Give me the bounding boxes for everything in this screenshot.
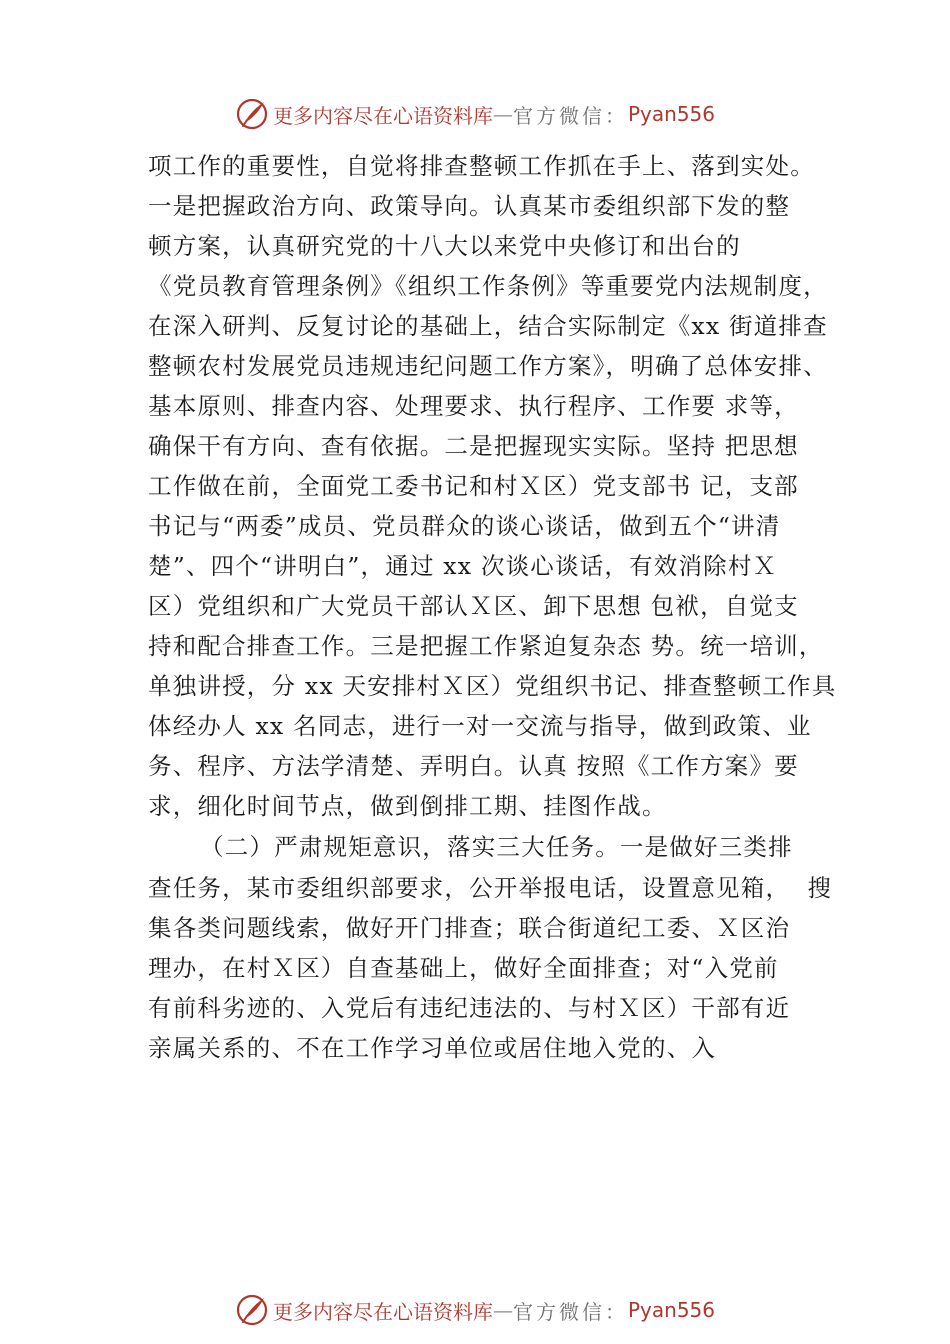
body-line: 楚”、四个“讲明白”，通过 xx 次谈心谈话，有效消除村Ｘ bbox=[148, 552, 778, 580]
body-line: 求，细化时间节点，做到倒排工期、挂图作战。 bbox=[148, 792, 667, 820]
body-line: 基本原则、排查内容、处理要求、执行程序、工作要 求等， bbox=[148, 392, 799, 420]
body-line: 亲属关系的、不在工作学习单位或居住地入党的、入 bbox=[148, 1034, 717, 1062]
header-banner bbox=[0, 94, 950, 134]
body-line: 区）党组织和广大党员干部认Ｘ区、卸下思想 包袱，自觉支 bbox=[148, 592, 799, 620]
body-line: 项工作的重要性，自觉将排查整顿工作抓在手上、落到实处。 bbox=[148, 152, 815, 180]
banner-main-text: 更多内容尽在心语资料库 bbox=[272, 1299, 493, 1324]
body-line: 一是把握政治方向、政策导向。认真某市委组织部下发的整 bbox=[148, 192, 791, 220]
body-line: 理办，在村Ｘ区）自查基础上，做好全面排查；对“入党前 bbox=[148, 954, 779, 982]
body-line: 《党员教育管理条例》《组织工作条例》等重要党内法规制度， bbox=[148, 272, 828, 300]
body-line: 顿方案，认真研究党的十八大以来党中央修订和出台的 bbox=[148, 232, 741, 260]
body-line: 在深入研判、反复讨论的基础上，结合实际制定《xx 街道排查 bbox=[148, 312, 828, 340]
body-line: 有前科劣迹的、入党后有违纪违法的、与村Ｘ区）干部有近 bbox=[148, 994, 791, 1022]
banner-separator: — bbox=[492, 102, 513, 126]
quill-pen-logo-icon bbox=[235, 1293, 269, 1327]
banner-label: 官方微信： bbox=[512, 1299, 628, 1324]
body-line: 单独讲授，分 xx 天安排村Ｘ区）党组织书记、排查整顿工作具 bbox=[148, 672, 837, 700]
body-line: 体经办人 xx 名同志，进行一对一交流与指导，做到政策、业 bbox=[148, 712, 812, 740]
section-heading-line: （二）严肃规矩意识，落实三大任务。一是做好三类排 bbox=[200, 833, 793, 861]
banner-main-text: 更多内容尽在心语资料库 bbox=[272, 103, 493, 128]
body-line: 确保干有方向、查有依据。二是把握现实实际。坚持 把思想 bbox=[148, 432, 799, 460]
body-line: 集各类问题线索，做好开门排查；联合街道纪工委、Ｘ区治 bbox=[148, 914, 791, 942]
body-line: 整顿农村发展党员违规违纪问题工作方案》，明确了总体安排、 bbox=[148, 352, 828, 380]
body-line: 书记与“两委”成员、党员群众的谈心谈话，做到五个“讲清 bbox=[148, 512, 781, 540]
footer-banner bbox=[0, 1290, 950, 1330]
body-line: 务、程序、方法学清楚、弄明白。认真 按照《工作方案》要 bbox=[148, 752, 799, 780]
banner-separator: — bbox=[492, 1298, 513, 1322]
body-line: 持和配合排查工作。三是把握工作紧迫复杂态 势。统一培训， bbox=[148, 632, 824, 660]
body-line: 查任务，某市委组织部要求，公开举报电话，设置意见箱， 搜 bbox=[148, 874, 833, 902]
body-line: 工作做在前，全面党工委书记和村Ｘ区）党支部书 记，支部 bbox=[148, 472, 799, 500]
banner-label: 官方微信： bbox=[512, 103, 628, 128]
quill-pen-logo-icon bbox=[235, 97, 269, 131]
banner-wechat-id: Pyan556 bbox=[627, 102, 715, 126]
banner-wechat-id: Pyan556 bbox=[627, 1298, 715, 1322]
